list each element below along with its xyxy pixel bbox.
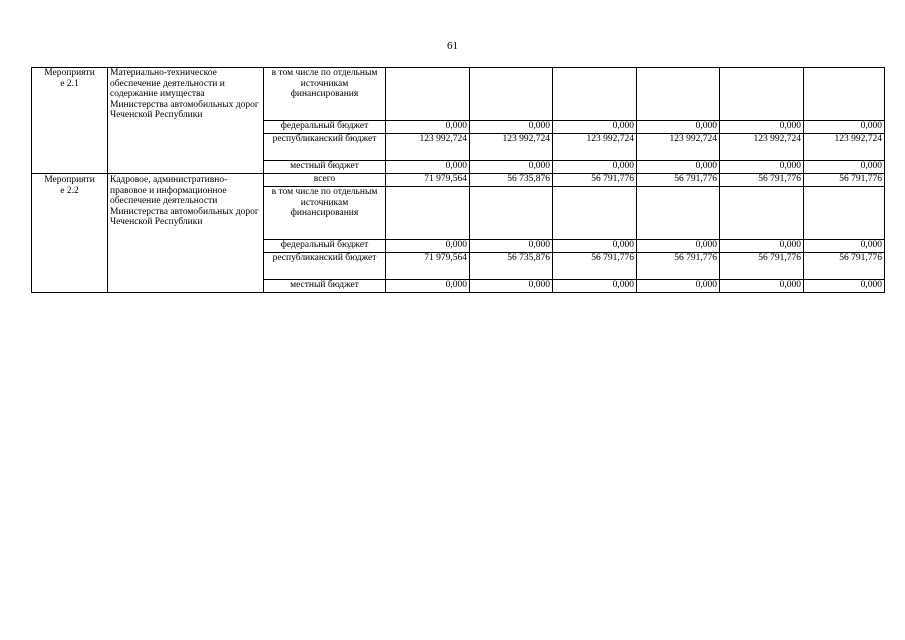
value-cell: 56 791,776 [804,174,885,187]
value-cell: 56 791,776 [720,253,804,280]
event-label: Мероприяти е 2.1 [44,68,95,89]
value-cell: 0,000 [553,121,637,134]
event-description: Материально-техническое обеспечение деятельности и содержание имущества Министерства автомобильных дорог Чеченской Республики [108,68,264,174]
table-row [32,174,885,187]
value-cell: 0,000 [470,161,553,174]
value-cell: 56 735,876 [470,174,553,187]
source-label: федеральный бюджет [264,121,386,134]
value-cell: 0,000 [720,280,804,293]
value-cell [720,68,804,121]
value-cell: 0,000 [553,240,637,253]
value-cell [804,187,885,240]
event-label: Мероприяти е 2.2 [44,175,95,196]
value-cell: 0,000 [804,121,885,134]
value-cell: 0,000 [470,240,553,253]
value-cell: 56 735,876 [470,253,553,280]
value-cell: 0,000 [804,280,885,293]
value-cell: 0,000 [470,280,553,293]
value-cell: 0,000 [804,240,885,253]
source-label: в том числе по отдельным источникам финансирования [264,68,386,121]
source-label: в том числе по отдельным источникам финансирования [264,187,386,240]
page-number: 61 [447,40,458,52]
value-cell: 56 791,776 [804,253,885,280]
value-cell [386,68,470,121]
value-cell: 123 992,724 [720,134,804,161]
value-cell [637,68,720,121]
value-cell: 0,000 [637,240,720,253]
value-cell: 0,000 [720,121,804,134]
value-cell: 123 992,724 [804,134,885,161]
value-cell: 123 992,724 [553,134,637,161]
value-cell: 0,000 [470,121,553,134]
value-cell [386,187,470,240]
value-cell: 0,000 [637,161,720,174]
value-cell: 0,000 [637,121,720,134]
value-cell: 0,000 [553,280,637,293]
value-cell [720,187,804,240]
value-cell [470,187,553,240]
value-cell: 0,000 [386,280,470,293]
value-cell: 71 979,564 [386,174,470,187]
value-cell [553,68,637,121]
table-row [32,68,885,121]
value-cell: 0,000 [386,240,470,253]
value-cell: 71 979,564 [386,253,470,280]
source-label: местный бюджет [264,161,386,174]
source-label: местный бюджет [264,280,386,293]
source-label: всего [264,174,386,187]
value-cell: 56 791,776 [553,253,637,280]
event-cell [32,68,108,174]
source-label: республиканский бюджет [264,134,386,161]
event-cell [32,174,108,293]
value-cell: 56 791,776 [553,174,637,187]
budget-table [31,67,885,293]
value-cell [553,187,637,240]
value-cell: 56 791,776 [637,253,720,280]
value-cell: 123 992,724 [637,134,720,161]
value-cell: 0,000 [553,161,637,174]
value-cell: 0,000 [720,161,804,174]
value-cell: 56 791,776 [720,174,804,187]
value-cell: 56 791,776 [637,174,720,187]
value-cell: 123 992,724 [386,134,470,161]
source-label: республиканский бюджет [264,253,386,280]
value-cell: 0,000 [720,240,804,253]
value-cell [470,68,553,121]
value-cell [637,187,720,240]
value-cell: 0,000 [386,161,470,174]
event-description: Кадровое, административно-правовое и информационное обеспечение деятельности Министерства автомобильных дорог Чеченской Республики [108,174,264,293]
source-label: федеральный бюджет [264,240,386,253]
value-cell: 0,000 [386,121,470,134]
value-cell: 123 992,724 [470,134,553,161]
value-cell: 0,000 [637,280,720,293]
value-cell [804,68,885,121]
value-cell: 0,000 [804,161,885,174]
